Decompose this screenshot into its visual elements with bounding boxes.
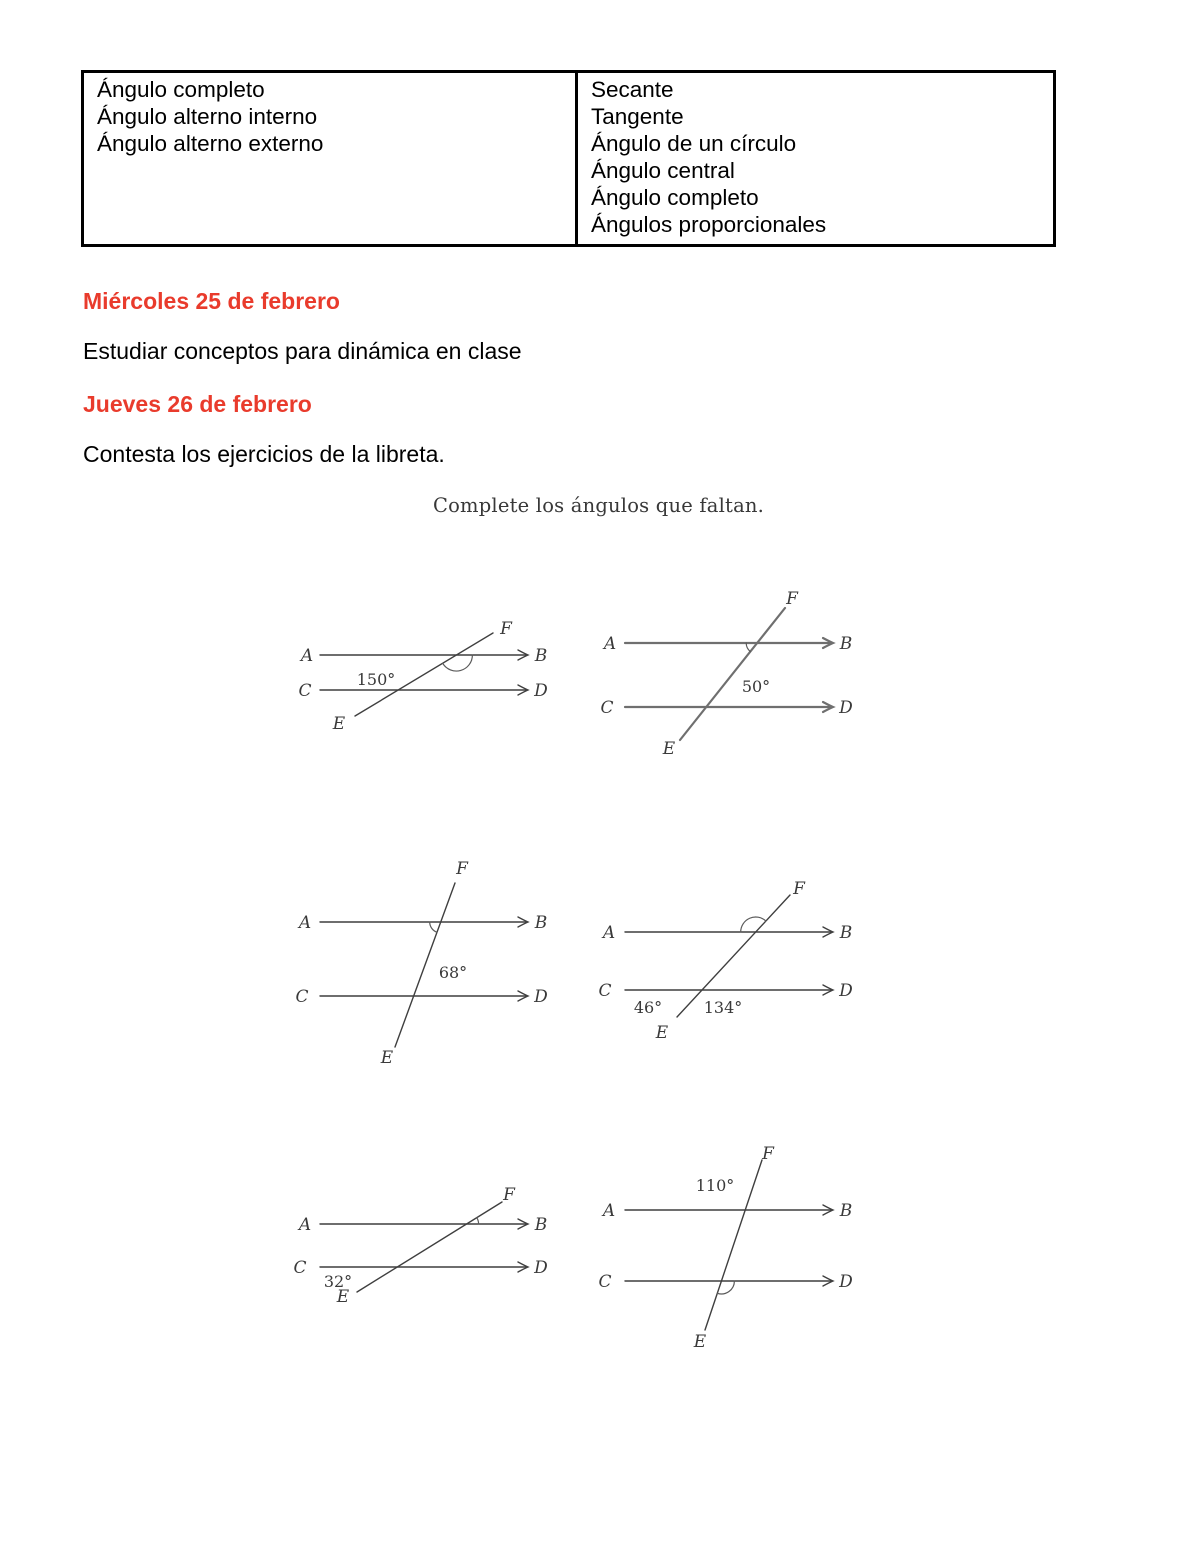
label-d: D	[839, 1272, 853, 1292]
diagram-middle-left	[290, 855, 560, 1068]
label-b: B	[534, 913, 548, 933]
label-f: F	[503, 1185, 515, 1205]
heading-miercoles: Miércoles 25 de febrero	[83, 288, 340, 314]
vocabulary-table-right-column	[578, 73, 1053, 244]
vocab-item: Ángulo central	[591, 158, 735, 183]
transversal-ef	[680, 608, 785, 740]
label-a: A	[298, 913, 312, 933]
vocab-item: Ángulo alterno externo	[97, 131, 324, 156]
label-a: A	[300, 646, 314, 666]
label-a: A	[602, 1201, 616, 1221]
angle-value: 134°	[703, 998, 743, 1017]
label-c: C	[598, 981, 612, 1001]
label-e: E	[655, 1023, 669, 1043]
label-c: C	[298, 681, 312, 701]
label-e: E	[332, 714, 346, 734]
vocab-item: Tangente	[591, 104, 684, 129]
label-b: B	[534, 646, 548, 666]
diagram-middle-right	[595, 880, 865, 1050]
label-a: A	[603, 634, 617, 654]
task-jueves: Contesta los ejercicios de la libreta.	[83, 441, 445, 467]
figure-title: Complete los ángulos que faltan.	[433, 494, 765, 517]
diagram-bottom-left	[290, 1180, 560, 1315]
transversal-ef	[357, 1202, 502, 1292]
diagram-top-right	[595, 585, 865, 760]
label-a: A	[298, 1215, 312, 1235]
vocabulary-table-left-column	[84, 73, 578, 244]
angle-value: 110°	[695, 1176, 735, 1195]
angle-arc	[477, 1218, 479, 1224]
label-f: F	[793, 879, 805, 899]
label-f: F	[500, 619, 512, 639]
label-c: C	[295, 987, 309, 1007]
label-d: D	[534, 987, 548, 1007]
label-f: F	[786, 589, 798, 609]
diagram-bottom-right	[595, 1145, 875, 1350]
angle-arc	[746, 643, 750, 652]
task-miercoles: Estudiar conceptos para dinámica en clase	[83, 338, 522, 364]
angle-value: 68°	[438, 963, 468, 982]
vocab-item: Ángulo de un círculo	[591, 131, 797, 156]
vocab-item: Ángulo completo	[591, 185, 759, 210]
label-d: D	[839, 981, 853, 1001]
label-d: D	[534, 1258, 548, 1278]
label-b: B	[839, 1201, 853, 1221]
angle-value: 50°	[741, 677, 771, 696]
label-e: E	[662, 739, 676, 759]
label-d: D	[839, 698, 853, 718]
diagram-top-left	[290, 610, 560, 740]
heading-jueves: Jueves 26 de febrero	[83, 391, 312, 417]
angle-arc	[430, 922, 437, 932]
vocab-item: Secante	[591, 77, 674, 102]
angle-arc	[443, 655, 473, 671]
label-c: C	[293, 1258, 307, 1278]
label-e: E	[336, 1287, 350, 1307]
angle-value: 46°	[633, 998, 663, 1017]
angle-value: 150°	[356, 670, 396, 689]
vocab-item: Ángulo alterno interno	[97, 104, 318, 129]
angle-value: 32°	[323, 1272, 353, 1291]
label-e: E	[380, 1048, 394, 1068]
label-f: F	[762, 1144, 774, 1164]
vocab-item: Ángulos proporcionales	[591, 212, 827, 237]
label-b: B	[839, 923, 853, 943]
label-b: B	[534, 1215, 548, 1235]
vocabulary-table	[81, 70, 1056, 247]
label-c: C	[600, 698, 614, 718]
label-d: D	[534, 681, 548, 701]
label-f: F	[456, 859, 468, 879]
label-c: C	[598, 1272, 612, 1292]
vocab-item: Ángulo completo	[97, 77, 265, 102]
label-a: A	[602, 923, 616, 943]
label-e: E	[693, 1332, 707, 1352]
label-b: B	[839, 634, 853, 654]
